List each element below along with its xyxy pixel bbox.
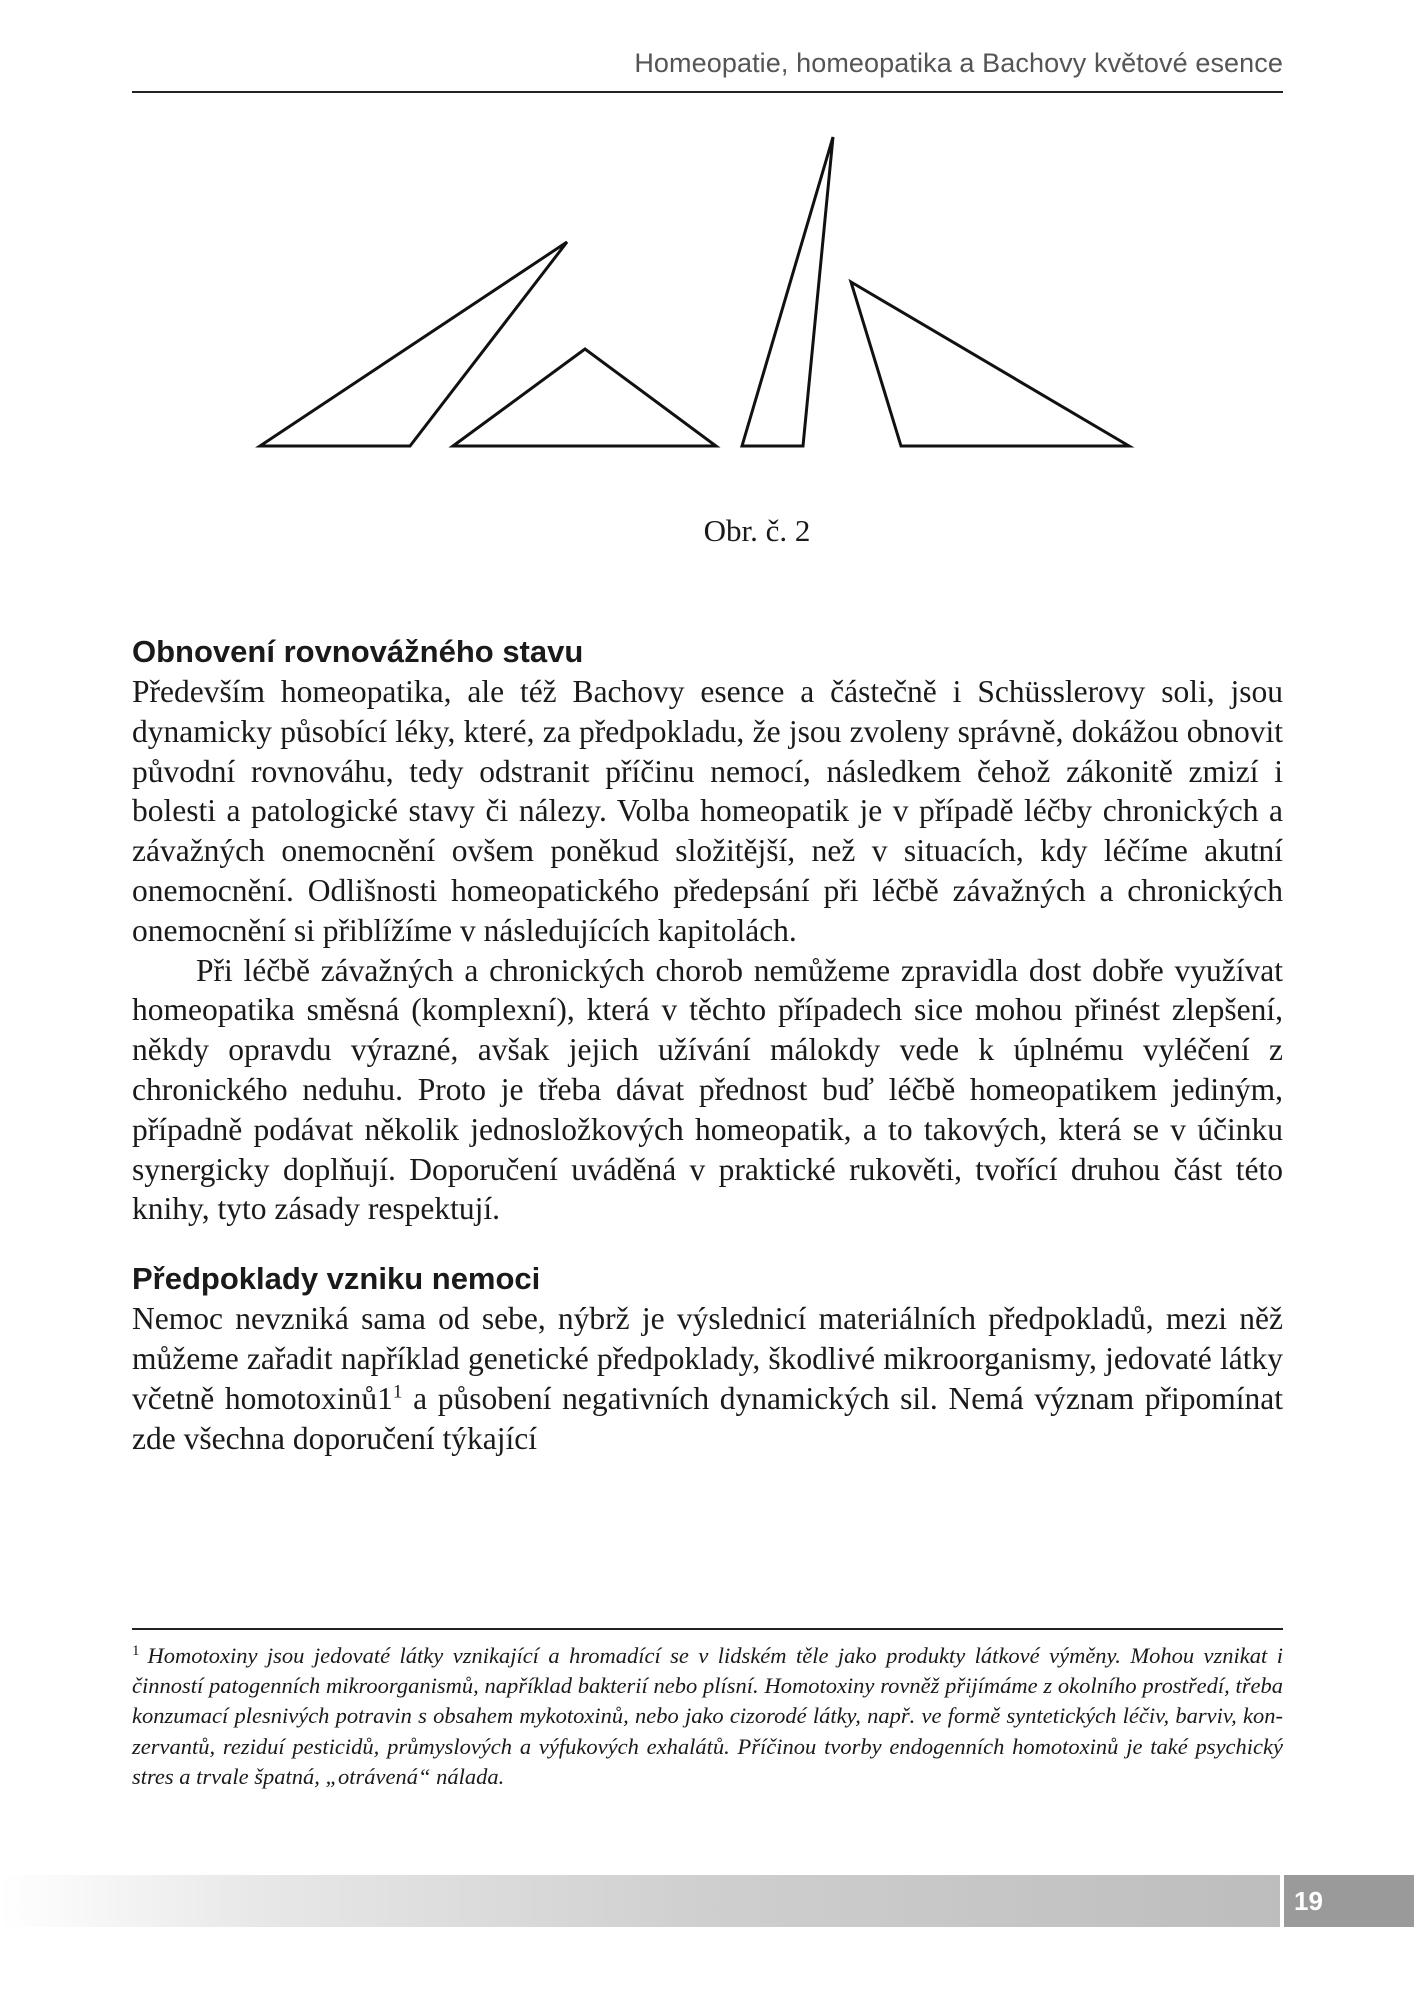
paragraph-3 [132, 1299, 1283, 1458]
footnote-text: Homotoxiny jsou jedovaté látky vznikající a hromadící se v lidském těle jako produkty látkové výměny. Mohou vznikat i činností patogenních mikroorganismů, například bakterií nebo plísní. Homotoxiny rovněž přijímáme z okolního prostředí, třeba konzumací plesnivých potravin s obsahem mykotoxinů, nebo jako cizorodé látky, např. ve formě syntetických léčiv, barviv, konzervantů, reziduí pesticidů, průmyslových a výfukových exhalátů. Příčinou tvorby endogenních homotoxinů je také psychický stres a trvale špatná, „otrávená“ nálada. [132, 1643, 1283, 1789]
footnote-reference: 1 [392, 1381, 403, 1403]
footnote-mark: 1 [132, 1642, 140, 1659]
figure-caption: Obr. č. 2 [703, 513, 811, 548]
triangle-4 [851, 282, 1129, 446]
paragraph-3-text-a: Nemoc nevzniká sama od sebe, nýbrž je výslednicí materiálních předpokladů, mezi něž můžeme zařadit například genetické předpoklady, škodlivé mikroorganismy, jedovaté látky včetně homotoxinů1 [132, 1301, 1283, 1416]
section-heading-2: Předpoklady vzniku nemoci [132, 1261, 541, 1297]
page-number: 19 [1294, 1886, 1323, 1916]
running-header: Homeopatie, homeopatika a Bachovy květové esence [634, 48, 1283, 78]
footnote-rule [132, 1628, 1283, 1630]
figure-triangles [0, 120, 1414, 460]
triangle-3 [742, 137, 833, 446]
header-rule [132, 91, 1283, 93]
footer-gradient-bar [0, 1875, 1280, 1927]
triangle-1 [260, 242, 567, 446]
section-heading-1: Obnovení rovnovážného stavu [132, 634, 584, 669]
paragraph-1: Především homeopatika, ale též Bachovy esence a částečně i Schüsslerovy soli, jsou dynamicky působící léky, které, za předpokladu, že jsou zvoleny správně, dokážou obnovit původní rovnováhu, tedy odstranit příčinu nemocí, následkem čehož zákonitě zmizí i bolesti a patologické stavy či nálezy. Volba homeopatik je v případě léčby chronických a závažných onemocnění ovšem poněkud složitější, než v situacích, kdy léčíme akutní onemocnění. Odlišnosti homeopatického předepsání při léčbě závažných a chronických onemocnění si přiblížíme v následujících kapitolách. [132, 674, 1283, 948]
triangle-2 [453, 349, 716, 446]
main-content [132, 632, 1283, 1458]
paragraph-2: Při léčbě závažných a chronických chorob nemůžeme zpravidla dost dobře využívat homeopatika směsná (komplexní), která v těchto případech sice mohou přinést zlepšení, někdy opravdu výrazné, avšak jejich užívání málokdy vede k úplnému vyléčení z chronického neduhu. Proto je třeba dávat přednost buď léčbě homeopatikem jediným, případně podávat několik jednosložkových homeopatik, a to takových, která se v účinku synergicky doplňují. Doporučení uváděná v praktické rukověti, tvořící druhou část této knihy, tyto zásady respektují. [132, 952, 1283, 1227]
paragraph-3-text-b: a působení negativních dynamických sil. Nemá význam připomínat zde všechna doporučení týkající [132, 1380, 1283, 1456]
footnote [132, 1641, 1283, 1792]
triangles-illustration [0, 120, 1414, 460]
